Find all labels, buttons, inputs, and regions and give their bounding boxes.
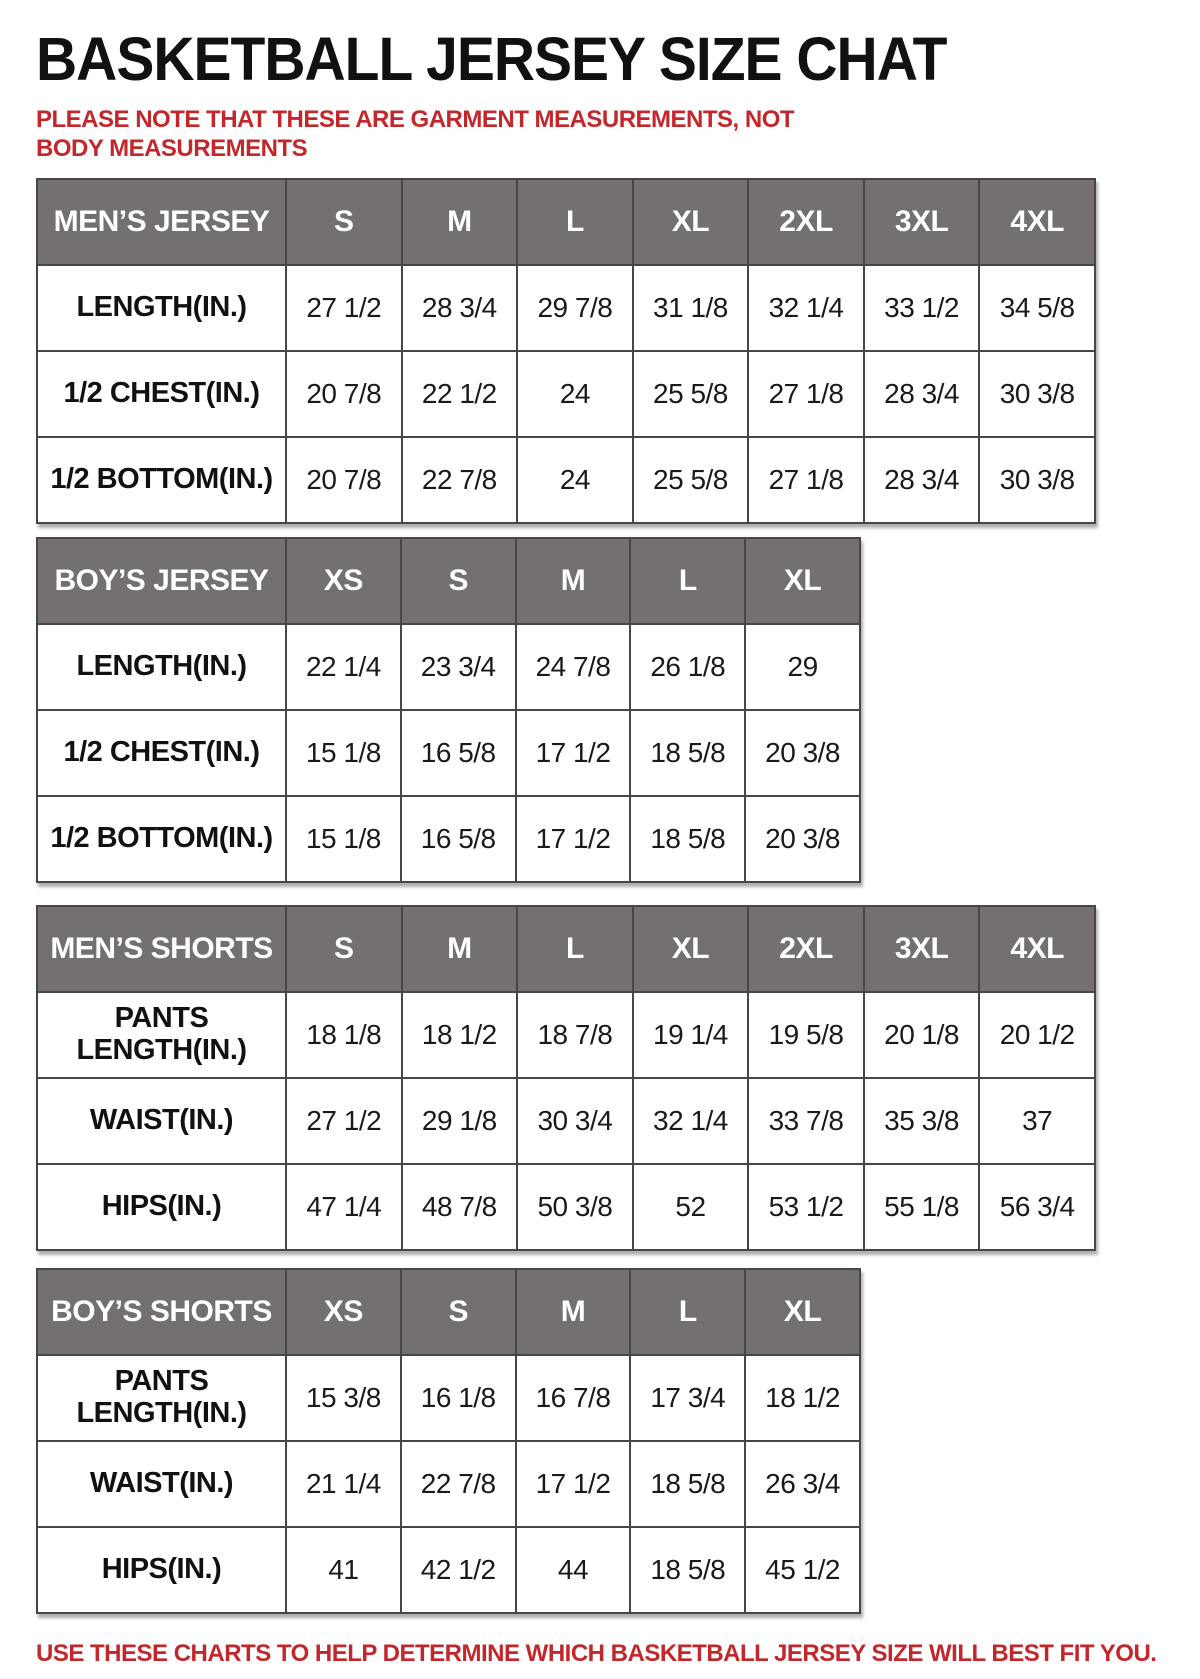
measurement-label-cell: LENGTH(IN.) — [37, 624, 286, 710]
mens-shorts-size-table — [36, 905, 1096, 1251]
mens-jersey-size-table — [36, 178, 1096, 524]
measurement-value-cell: 29 — [745, 624, 860, 710]
measurement-label-cell: PANTS LENGTH(IN.) — [37, 992, 286, 1078]
measurement-value-cell: 18 1/2 — [402, 992, 518, 1078]
size-column-header: XS — [286, 1269, 401, 1355]
size-column-header: S — [286, 179, 402, 265]
measurement-value-cell: 29 7/8 — [517, 265, 633, 351]
measurement-value-cell: 22 1/2 — [402, 351, 518, 437]
measurement-value-cell: 28 3/4 — [402, 265, 518, 351]
measurement-label-cell: 1/2 CHEST(IN.) — [37, 351, 286, 437]
measurement-row — [37, 710, 860, 796]
size-column-header: 3XL — [864, 179, 980, 265]
measurement-value-cell: 25 5/8 — [633, 351, 749, 437]
measurement-value-cell: 15 1/8 — [286, 796, 401, 882]
measurement-value-cell: 35 3/8 — [864, 1078, 980, 1164]
boys-jersey-size-table — [36, 537, 861, 883]
size-column-header: 2XL — [748, 906, 864, 992]
measurement-value-cell: 20 3/8 — [745, 796, 860, 882]
measurement-value-cell: 17 1/2 — [516, 1441, 631, 1527]
measurement-value-cell: 28 3/4 — [864, 351, 980, 437]
measurement-value-cell: 41 — [286, 1527, 401, 1613]
measurement-value-cell: 52 — [633, 1164, 749, 1250]
measurement-row — [37, 437, 1095, 523]
size-column-header: S — [401, 1269, 516, 1355]
size-column-header: XL — [633, 179, 749, 265]
measurement-value-cell: 16 5/8 — [401, 710, 516, 796]
measurement-value-cell: 45 1/2 — [745, 1527, 860, 1613]
size-column-header: L — [630, 1269, 745, 1355]
measurement-label-cell: WAIST(IN.) — [37, 1078, 286, 1164]
measurement-value-cell: 25 5/8 — [633, 437, 749, 523]
measurement-value-cell: 26 3/4 — [745, 1441, 860, 1527]
size-header-row — [37, 1269, 860, 1355]
measurement-row — [37, 1078, 1095, 1164]
measurement-value-cell: 33 7/8 — [748, 1078, 864, 1164]
measurement-value-cell: 26 1/8 — [630, 624, 745, 710]
measurement-value-cell: 27 1/2 — [286, 1078, 402, 1164]
size-column-header: L — [517, 906, 633, 992]
table-title-cell: MEN’S SHORTS — [37, 906, 286, 992]
measurement-value-cell: 20 1/8 — [864, 992, 980, 1078]
measurement-value-cell: 24 — [517, 351, 633, 437]
measurement-value-cell: 30 3/8 — [979, 437, 1095, 523]
measurement-value-cell: 20 3/8 — [745, 710, 860, 796]
measurement-row — [37, 351, 1095, 437]
measurement-label-cell: 1/2 CHEST(IN.) — [37, 710, 286, 796]
measurement-value-cell: 27 1/8 — [748, 437, 864, 523]
measurement-row — [37, 1164, 1095, 1250]
table-title-cell: BOY’S SHORTS — [37, 1269, 286, 1355]
measurement-value-cell: 32 1/4 — [633, 1078, 749, 1164]
size-column-header: S — [401, 538, 516, 624]
measurement-value-cell: 44 — [516, 1527, 631, 1613]
measurement-label-cell: HIPS(IN.) — [37, 1164, 286, 1250]
measurement-value-cell: 20 7/8 — [286, 351, 402, 437]
measurement-value-cell: 18 5/8 — [630, 796, 745, 882]
measurement-value-cell: 48 7/8 — [402, 1164, 518, 1250]
measurement-value-cell: 18 5/8 — [630, 1441, 745, 1527]
measurement-value-cell: 20 1/2 — [979, 992, 1095, 1078]
measurement-row — [37, 1355, 860, 1441]
measurement-value-cell: 15 3/8 — [286, 1355, 401, 1441]
size-column-header: XL — [745, 538, 860, 624]
measurement-row — [37, 992, 1095, 1078]
size-header-row — [37, 906, 1095, 992]
measurement-value-cell: 53 1/2 — [748, 1164, 864, 1250]
measurement-label-cell: 1/2 BOTTOM(IN.) — [37, 437, 286, 523]
measurement-value-cell: 55 1/8 — [864, 1164, 980, 1250]
measurement-value-cell: 29 1/8 — [402, 1078, 518, 1164]
measurement-value-cell: 20 7/8 — [286, 437, 402, 523]
measurement-value-cell: 21 1/4 — [286, 1441, 401, 1527]
measurement-value-cell: 33 1/2 — [864, 265, 980, 351]
size-header-row — [37, 538, 860, 624]
measurement-value-cell: 42 1/2 — [401, 1527, 516, 1613]
measurement-value-cell: 22 7/8 — [401, 1441, 516, 1527]
size-column-header: 4XL — [979, 179, 1095, 265]
measurement-value-cell: 23 3/4 — [401, 624, 516, 710]
size-column-header: XL — [745, 1269, 860, 1355]
measurement-value-cell: 18 7/8 — [517, 992, 633, 1078]
measurement-value-cell: 16 5/8 — [401, 796, 516, 882]
measurement-label-cell: 1/2 BOTTOM(IN.) — [37, 796, 286, 882]
measurement-value-cell: 31 1/8 — [633, 265, 749, 351]
measurement-value-cell: 18 1/2 — [745, 1355, 860, 1441]
measurement-value-cell: 28 3/4 — [864, 437, 980, 523]
measurement-value-cell: 16 7/8 — [516, 1355, 631, 1441]
size-column-header: M — [516, 1269, 631, 1355]
size-column-header: M — [516, 538, 631, 624]
measurement-value-cell: 32 1/4 — [748, 265, 864, 351]
measurement-value-cell: 15 1/8 — [286, 710, 401, 796]
size-column-header: 2XL — [748, 179, 864, 265]
garment-measurement-note: PLEASE NOTE THAT THESE ARE GARMENT MEASUREMENTS, NOT BODY MEASUREMENTS — [36, 106, 795, 162]
size-column-header: L — [517, 179, 633, 265]
size-header-row — [37, 179, 1095, 265]
size-column-header: 4XL — [979, 906, 1095, 992]
measurement-value-cell: 17 3/4 — [630, 1355, 745, 1441]
measurement-row — [37, 1527, 860, 1613]
measurement-value-cell: 30 3/4 — [517, 1078, 633, 1164]
measurement-value-cell: 24 — [517, 437, 633, 523]
measurement-value-cell: 17 1/2 — [516, 710, 631, 796]
measurement-value-cell: 18 5/8 — [630, 1527, 745, 1613]
measurement-value-cell: 19 1/4 — [633, 992, 749, 1078]
size-column-header: S — [286, 906, 402, 992]
measurement-value-cell: 17 1/2 — [516, 796, 631, 882]
measurement-row — [37, 1441, 860, 1527]
measurement-row — [37, 265, 1095, 351]
table-title-cell: BOY’S JERSEY — [37, 538, 286, 624]
measurement-row — [37, 796, 860, 882]
size-column-header: XS — [286, 538, 401, 624]
measurement-value-cell: 19 5/8 — [748, 992, 864, 1078]
boys-shorts-size-table — [36, 1268, 861, 1614]
size-column-header: M — [402, 906, 518, 992]
measurement-label-cell: PANTS LENGTH(IN.) — [37, 1355, 286, 1441]
measurement-value-cell: 47 1/4 — [286, 1164, 402, 1250]
measurement-label-cell: LENGTH(IN.) — [37, 265, 286, 351]
measurement-value-cell: 18 5/8 — [630, 710, 745, 796]
measurement-value-cell: 37 — [979, 1078, 1095, 1164]
size-column-header: M — [402, 179, 518, 265]
measurement-row — [37, 624, 860, 710]
size-column-header: L — [630, 538, 745, 624]
measurement-value-cell: 27 1/8 — [748, 351, 864, 437]
measurement-value-cell: 56 3/4 — [979, 1164, 1095, 1250]
measurement-value-cell: 27 1/2 — [286, 265, 402, 351]
measurement-value-cell: 24 7/8 — [516, 624, 631, 710]
measurement-label-cell: HIPS(IN.) — [37, 1527, 286, 1613]
size-column-header: XL — [633, 906, 749, 992]
measurement-value-cell: 34 5/8 — [979, 265, 1095, 351]
measurement-value-cell: 30 3/8 — [979, 351, 1095, 437]
measurement-value-cell: 22 1/4 — [286, 624, 401, 710]
measurement-value-cell: 22 7/8 — [402, 437, 518, 523]
measurement-value-cell: 16 1/8 — [401, 1355, 516, 1441]
size-column-header: 3XL — [864, 906, 980, 992]
fit-advice-note: USE THESE CHARTS TO HELP DETERMINE WHICH BASKETBALL JERSEY SIZE WILL BEST FIT YOU. — [36, 1639, 1157, 1667]
measurement-label-cell: WAIST(IN.) — [37, 1441, 286, 1527]
measurement-value-cell: 50 3/8 — [517, 1164, 633, 1250]
page-title: BASKETBALL JERSEY SIZE CHAT — [36, 25, 947, 95]
table-title-cell: MEN’S JERSEY — [37, 179, 286, 265]
measurement-value-cell: 18 1/8 — [286, 992, 402, 1078]
